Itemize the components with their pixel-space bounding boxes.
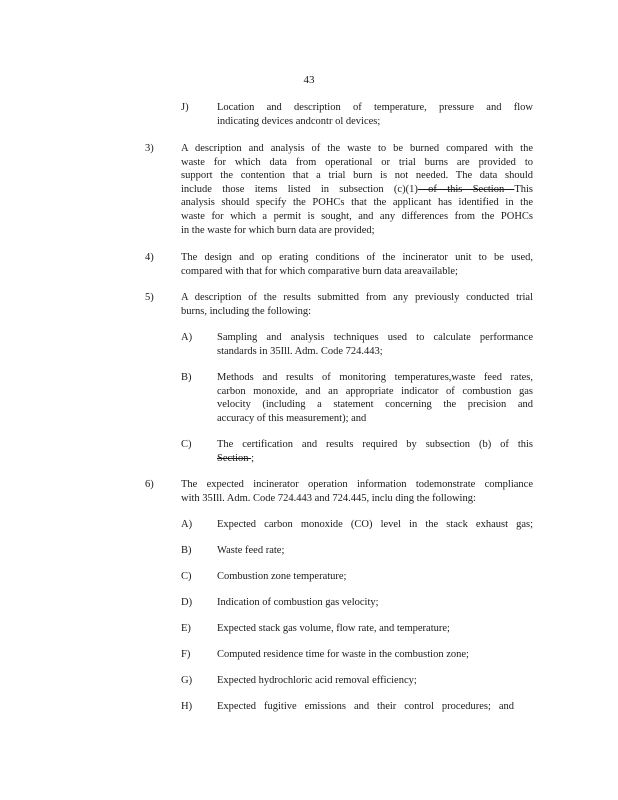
item-3-line-4: [181, 183, 533, 197]
item-marker-6b: B): [181, 545, 192, 556]
struck-text-of-this-section: of this Section: [417, 183, 515, 195]
item-5c-line-2: [217, 452, 533, 466]
struck-text-section: Section: [217, 452, 252, 464]
item-marker-6g: G): [181, 675, 193, 686]
item-3-line-4-tail: This: [514, 183, 533, 195]
item-5-line-1: A description of the results submitted from any previously conducted trial: [181, 292, 533, 303]
item-6e-line-1: Expected stack gas volume, flow rate, and temperature;: [217, 623, 450, 634]
item-6b-line-1: Waste feed rate;: [217, 545, 285, 556]
item-3-line-2: waste for which data from operational or trial burns are provided to: [181, 156, 533, 168]
item-marker-5: 5): [145, 292, 154, 303]
item-text-3: [181, 142, 533, 237]
item-marker-5a: A): [181, 332, 193, 343]
item-marker-6a: A): [181, 519, 193, 530]
item-3-line-4-head: include those items listed in subsection (c)(1): [181, 183, 418, 195]
item-text-j: [217, 101, 533, 128]
item-5b-line-2: carbon monoxide, and an appropriate indicator of combustion gas: [217, 385, 533, 397]
item-4-line-1: The design and op erating conditions of the incinerator unit to be used,: [181, 252, 533, 263]
item-5c-line-2-tail: ;: [251, 452, 255, 464]
item-text-6g: [217, 674, 533, 688]
item-marker-j: J): [181, 102, 189, 113]
item-text-5a: [217, 331, 533, 358]
item-5-line-2: burns, including the following:: [181, 305, 312, 317]
item-text-4: [181, 251, 533, 278]
item-5b-line-1: Methods and results of monitoring temperatures,waste feed rates,: [217, 372, 533, 383]
item-marker-6e: E): [181, 623, 191, 634]
item-marker-6c: C): [181, 571, 192, 582]
item-marker-4: 4): [145, 252, 154, 263]
item-6f-line-1: Computed residence time for waste in the combustion zone;: [217, 649, 469, 660]
item-5a-line-1: Sampling and analysis techniques used to calculate performance: [217, 332, 533, 343]
item-text-6: [181, 478, 533, 505]
item-text-6b: [217, 544, 533, 558]
item-marker-5b: B): [181, 372, 192, 383]
item-6-line-2: with 35Ill. Adm. Code 724.443 and 724.445, inclu ding the following:: [181, 492, 476, 504]
item-3-line-7: in the waste for which burn data are provided;: [181, 224, 375, 236]
item-marker-6h: H): [181, 701, 193, 712]
item-3-line-3: support the contention that a trial burn is not needed. The data should: [181, 170, 533, 182]
item-marker-6f: F): [181, 649, 191, 660]
item-5c-line-1: The certification and results required by subsection (b) of this: [217, 439, 533, 450]
item-j-line-2: indicating devices andcontr ol devices;: [217, 115, 381, 127]
item-text-6d: [217, 596, 533, 610]
item-5b-line-4: accuracy of this measurement); and: [217, 412, 367, 424]
item-marker-6: 6): [145, 479, 154, 490]
item-6-line-1: The expected incinerator operation information todemonstrate compliance: [181, 479, 533, 490]
item-3-line-6: waste for which a permit is sought, and any differences from the POHCs: [181, 210, 533, 222]
item-6c-line-1: Combustion zone temperature;: [217, 571, 347, 582]
item-j-line-1: Location and description of temperature, pressure and flow: [217, 102, 533, 113]
item-marker-5c: C): [181, 439, 192, 450]
item-text-5: [181, 291, 533, 318]
item-text-6h: [217, 700, 514, 714]
item-text-5b: [217, 371, 533, 425]
item-4-line-2: compared with that for which comparative burn data areavailable;: [181, 265, 458, 277]
item-text-6c: [217, 570, 533, 584]
item-5b-line-3: velocity (including a statement concerning the precision and: [217, 399, 533, 411]
item-5a-line-2: standards in 35Ill. Adm. Code 724.443;: [217, 345, 383, 357]
item-text-6e: [217, 622, 533, 636]
item-6a-line-1: Expected carbon monoxide (CO) level in the stack exhaust gas;: [217, 519, 533, 530]
item-6h-line-1: Expected fugitive emissions and their control procedures; and: [217, 701, 514, 712]
item-text-6a: [217, 518, 533, 532]
item-marker-6d: D): [181, 597, 193, 608]
item-3-line-5: analysis should specify the POHCs that the applicant has identified in the: [181, 197, 533, 209]
item-6g-line-1: Expected hydrochloric acid removal efficiency;: [217, 675, 417, 686]
item-6d-line-1: Indication of combustion gas velocity;: [217, 597, 379, 608]
page-number: 43: [303, 74, 315, 86]
item-marker-3: 3): [145, 143, 154, 154]
item-3-line-1: A description and analysis of the waste to be burned compared with the: [181, 143, 533, 154]
item-text-5c: [217, 438, 533, 465]
item-text-6f: [217, 648, 533, 662]
